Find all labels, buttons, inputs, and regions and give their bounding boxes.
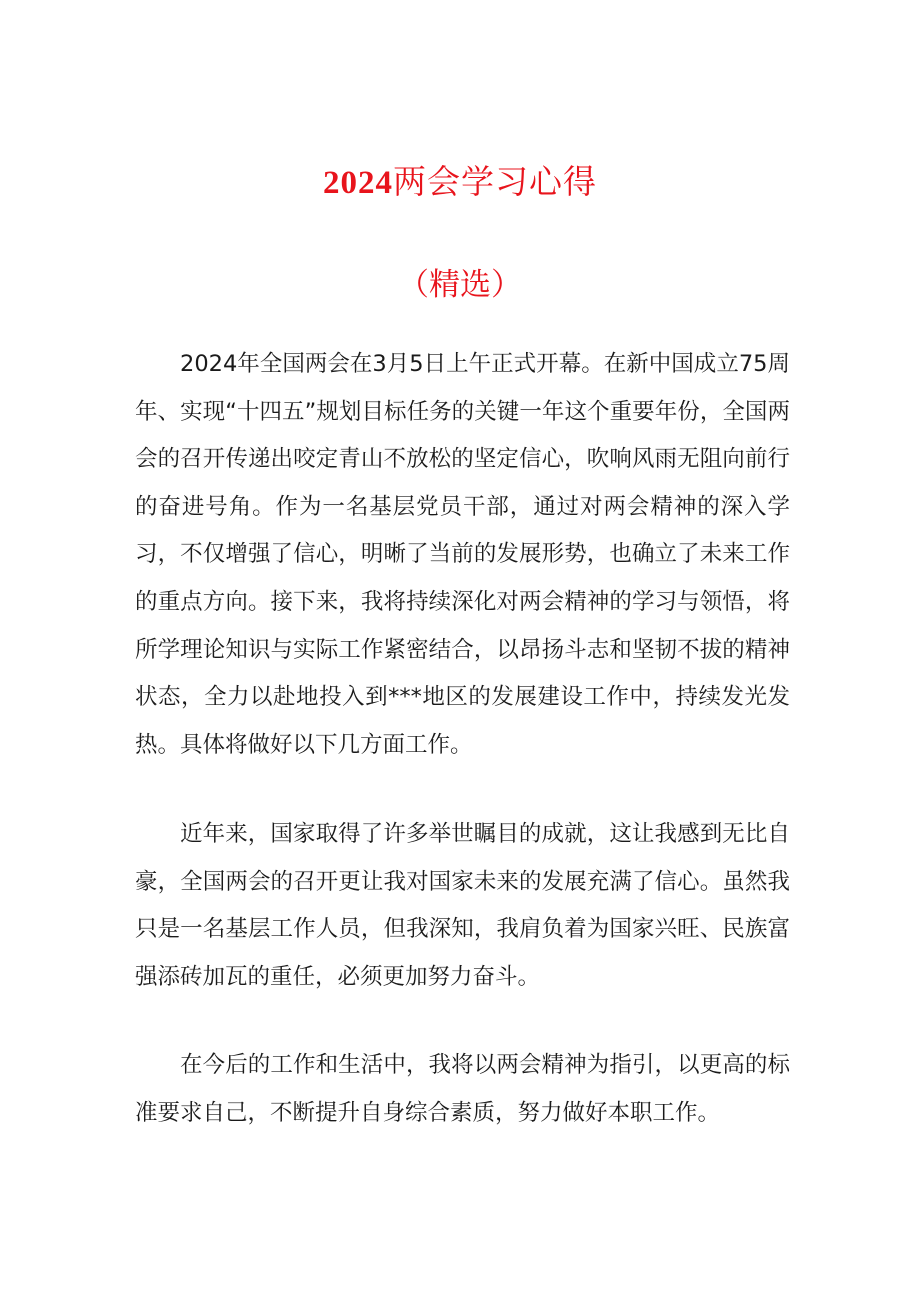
paragraph-3: 在今后的工作和生活中，我将以两会精神为指引，以更高的标准要求自己，不断提升自身综合素质，努力做好本职工作。 bbox=[135, 1052, 790, 1126]
document-title bbox=[0, 154, 920, 211]
document-subtitle: （精选） bbox=[398, 267, 522, 303]
title-year: 2024 bbox=[323, 165, 393, 201]
paragraph-1: 2024年全国两会在3月5日上午正式开幕。在新中国成立75周年、实现“十四五”规划目标任务的关键一年这个重要年份，全国两会的召开传递出咬定青山不放松的坚定信心，吹响风雨无阻向前行的奋进号角。作为一名基层党员干部，通过对两会精神的深入学习，不仅增强了信心，明晰了当前的发展形势，也确立了未来工作的重点方向。接下来，我将持续深化对两会精神的学习与领悟，将所学理论知识与实际工作紧密结合，以昂扬斗志和坚韧不拔的精神状态，全力以赴地投入到***地区的发展建设工作中，持续发光发热。具体将做好以下几方面工作。 bbox=[135, 351, 790, 758]
paragraph-2: 近年来，国家取得了许多举世瞩目的成就，这让我感到无比自豪，全国两会的召开更让我对国家未来的发展充满了信心。虽然我只是一名基层工作人员，但我深知，我肩负着为国家兴旺、民族富强添砖加瓦的重任，必须更加努力奋斗。 bbox=[135, 821, 790, 990]
title-text: 两会学习心得 bbox=[393, 162, 597, 201]
